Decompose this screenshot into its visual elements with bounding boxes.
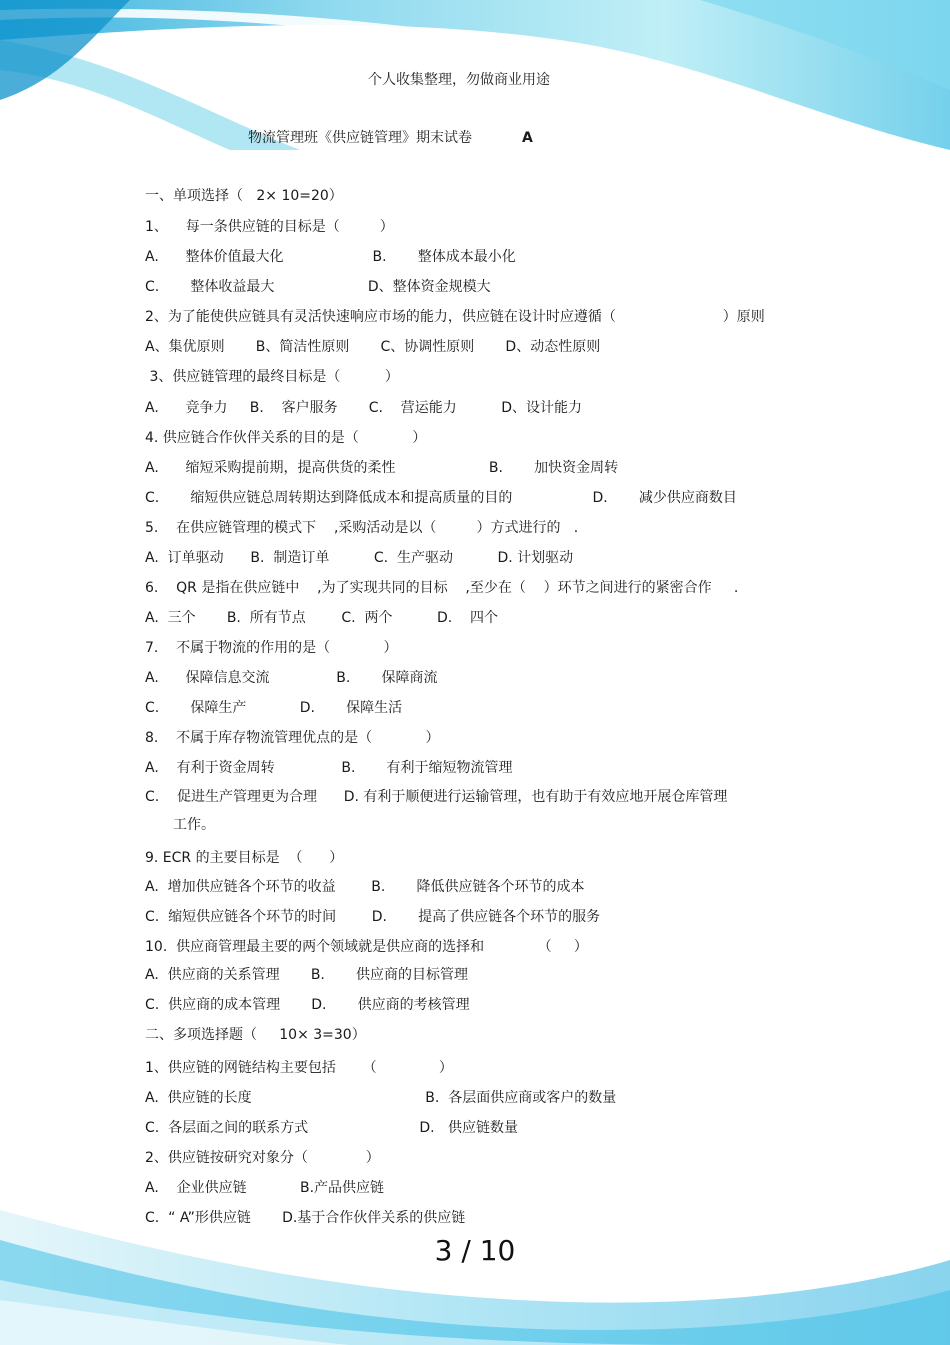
page-title: 物流管理班《供应链管理》期末试卷 — [248, 130, 472, 146]
watermark-text: 个人收集整理，勿做商业用途 — [368, 72, 550, 88]
question-line: A. 订单驱动 B. 制造订单 C. 生产驱动 D. 计划驱动 — [145, 550, 574, 566]
question-line: A、集优原则 B、简洁性原则 C、协调性原则 D、动态性原则 — [145, 339, 601, 355]
question-line: A. 增加供应链各个环节的收益 B. 降低供应链各个环节的成本 — [145, 879, 585, 895]
question-line: A. 整体价值最大化 B. 整体成本最小化 — [145, 249, 516, 265]
question-line: 2、为了能使供应链具有灵活快速响应市场的能力，供应链在设计时应遵循（ ）原则 — [145, 309, 765, 325]
question-line: C. 整体收益最大 D、整体资金规模大 — [145, 279, 491, 295]
question-line: 6. QR 是指在供应链中 ,为了实现共同的目标 ,至少在（ ）环节之间进行的紧密合作 . — [145, 580, 739, 596]
question-line: 7. 不属于物流的作用的是（ ） — [145, 640, 398, 656]
question-line: C. 缩短供应链总周转期达到降低成本和提高质量的目的 D. 减少供应商数目 — [145, 490, 737, 506]
question-line: C. 保障生产 D. 保障生活 — [145, 700, 403, 716]
question-line: C. 缩短供应链各个环节的时间 D. 提高了供应链各个环节的服务 — [145, 909, 601, 925]
question-line: 9. ECR 的主要目标是 （ ） — [145, 850, 344, 866]
question-line: 二、多项选择题（ 10× 3=30） — [145, 1027, 366, 1043]
paper-version: A — [522, 130, 533, 146]
question-line: A. 保障信息交流 B. 保障商流 — [145, 670, 438, 686]
question-line: 8. 不属于库存物流管理优点的是（ ） — [145, 730, 440, 746]
question-line: 2、供应链按研究对象分（ ） — [145, 1150, 380, 1166]
question-line: A. 缩短采购提前期，提高供货的柔性 B. 加快资金周转 — [145, 460, 619, 476]
question-line: A. 供应链的长度 B. 各层面供应商或客户的数量 — [145, 1090, 617, 1106]
question-line: A. 供应商的关系管理 B. 供应商的目标管理 — [145, 967, 469, 983]
question-line: 1、供应链的网链结构主要包括 （ ） — [145, 1060, 453, 1076]
question-line: C. 供应商的成本管理 D. 供应商的考核管理 — [145, 997, 470, 1013]
question-line: C. “ A”形供应链 D.基于合作伙伴关系的供应链 — [145, 1210, 466, 1226]
question-line: A. 有利于资金周转 B. 有利于缩短物流管理 — [145, 760, 513, 776]
page-number: 3 / 10 — [434, 1234, 516, 1267]
question-line: 1、 每一条供应链的目标是（ ） — [145, 219, 394, 235]
question-line: C. 促进生产管理更为合理 D. 有利于顺便进行运输管理，也有助于有效应地开展仓库管理 — [145, 789, 728, 805]
question-line: 10. 供应商管理最主要的两个领域就是供应商的选择和 （ ） — [145, 939, 588, 955]
question-line: A. 三个 B. 所有节点 C. 两个 D. 四个 — [145, 610, 499, 626]
question-line: 4. 供应链合作伙伴关系的目的是（ ） — [145, 430, 427, 446]
question-line: 3、供应链管理的最终目标是（ ） — [145, 369, 399, 385]
question-line: 工作。 — [173, 817, 215, 833]
question-line: 一、单项选择（ 2× 10=20） — [145, 188, 343, 204]
question-line: A. 竞争力 B. 客户服务 C. 营运能力 D、设计能力 — [145, 400, 583, 416]
question-line: 5. 在供应链管理的模式下 ,采购活动是以（ ）方式进行的 . — [145, 520, 579, 536]
question-line: A. 企业供应链 B.产品供应链 — [145, 1180, 385, 1196]
question-line: C. 各层面之间的联系方式 D. 供应链数量 — [145, 1120, 518, 1136]
